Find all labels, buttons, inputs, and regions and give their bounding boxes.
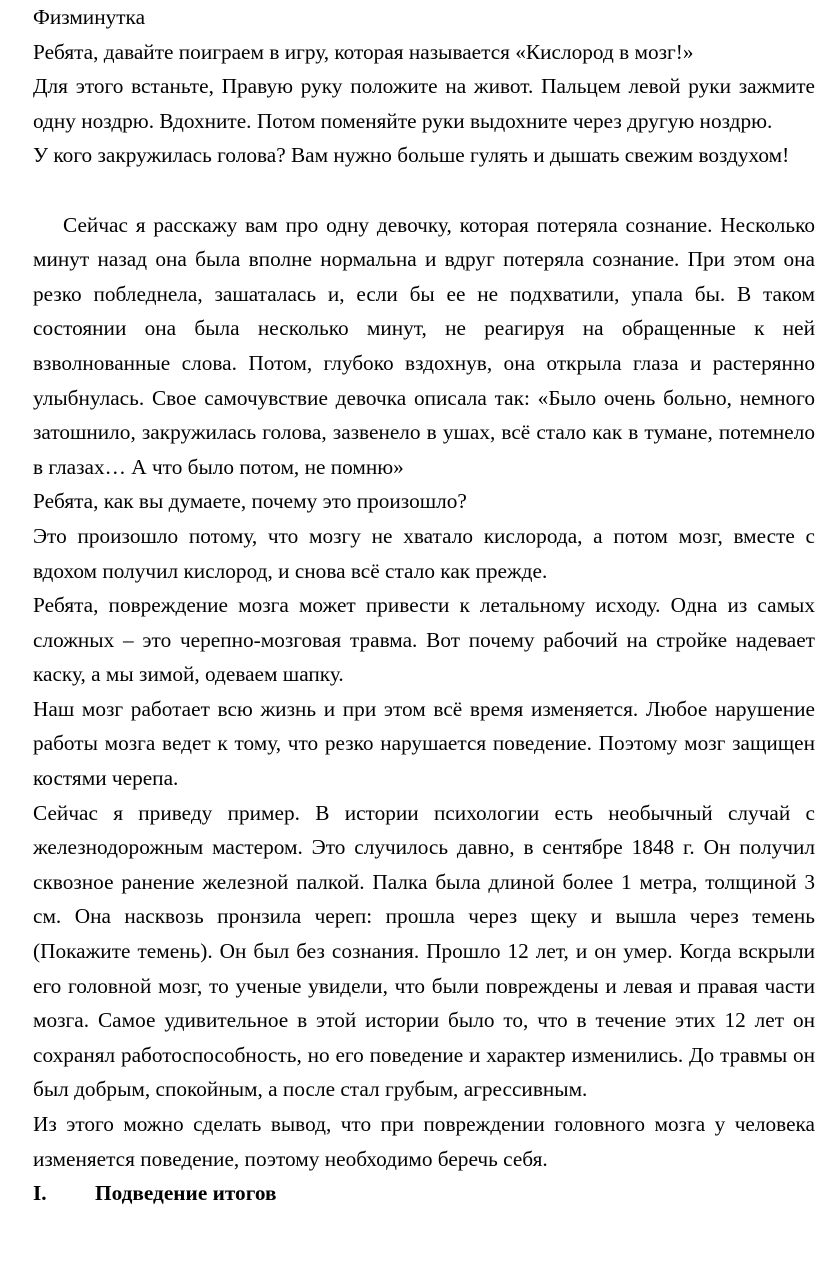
- conclusion-paragraph: Из этого можно сделать вывод, что при повреждении головного мозга у человека изменяется поведение, поэтому необходимо беречь себя.: [33, 1112, 815, 1171]
- brain-work-paragraph: Наш мозг работает всю жизнь и при этом всё время изменяется. Любое нарушение работы мозга ведет к тому, что резко нарушается поведение. Поэтому мозг защищен костями черепа.: [33, 696, 815, 791]
- blank-line: [33, 173, 815, 208]
- brain-injury-paragraph: Ребята, повреждение мозга может привести к летальному исходу. Одна из самых сложных – это черепно-мозговая травма. Вот почему рабочий на стройке надевает каску, а мы зимой, одеваем шапку.: [33, 593, 815, 687]
- game-intro-paragraph: Ребята, давайте поиграем в игру, которая называется «Кислород в мозг!»: [33, 39, 694, 64]
- story-paragraph: Сейчас я расскажу вам про одну девочку, которая потеряла сознание. Несколько минут назад она была вполне нормальна и вдруг потеряла сознание. При этом она резко побледнела, зашаталась и, если бы ее не подхватили, упала бы. В таком состоянии она была несколько минут, не реагируя на обращенные к ней взволнованные слова. Потом, глубоко вздохнув, она открыла глаза и растерянно улыбнулась. Свое самочувствие девочка описала так: «Было очень больно, немного затошнило, закружилась голова, зазвенело в ушах, всё стало как в тумане, потемнело в глазах… А что было потом, не помню»: [33, 212, 815, 479]
- heading-number: I.: [33, 1181, 47, 1206]
- example-paragraph: Сейчас я приведу пример. В истории психологии есть необычный случай с железнодорожным мастером. Это случилось давно, в сентябре 1848 г. Он получил сквозное ранение железной палкой. Палка была длиной более 1 метра, толщиной 3 см. Она насквозь пронзила череп: прошла через щеку и вышла через темень (Покажите темень). Он был без сознания. Прошло 12 лет, и он умер. Когда вскрыли его головной мозг, то ученые увидели, что были повреждены и левая и правая части мозга. Самое удивительное в этой истории было то, что в течение этих 12 лет он сохранял работоспособность, но его поведение и характер изменились. До травмы он был добрым, спокойным, а после стал грубым, агрессивным.: [33, 800, 815, 1102]
- summary-heading: [33, 1176, 815, 1211]
- document-page: [33, 0, 815, 1211]
- section-title-fizminutka: Физминутка: [33, 5, 146, 29]
- heading-title: Подведение итогов: [95, 1181, 277, 1206]
- game-instructions-paragraph: Для этого встаньте, Правую руку положите на живот. Пальцем левой руки зажмите одну ноздрю. Вдохните. Потом поменяйте руки выдохните через другую ноздрю.: [33, 74, 815, 133]
- game-question-paragraph: У кого закружилась голова? Вам нужно больше гулять и дышать свежим воздухом!: [33, 143, 790, 168]
- answer-paragraph: Это произошло потому, что мозгу не хватало кислорода, а потом мозг, вместе с вдохом получил кислород, и снова всё стало как прежде.: [33, 523, 815, 583]
- question-paragraph: Ребята, как вы думаете, почему это произошло?: [33, 489, 467, 514]
